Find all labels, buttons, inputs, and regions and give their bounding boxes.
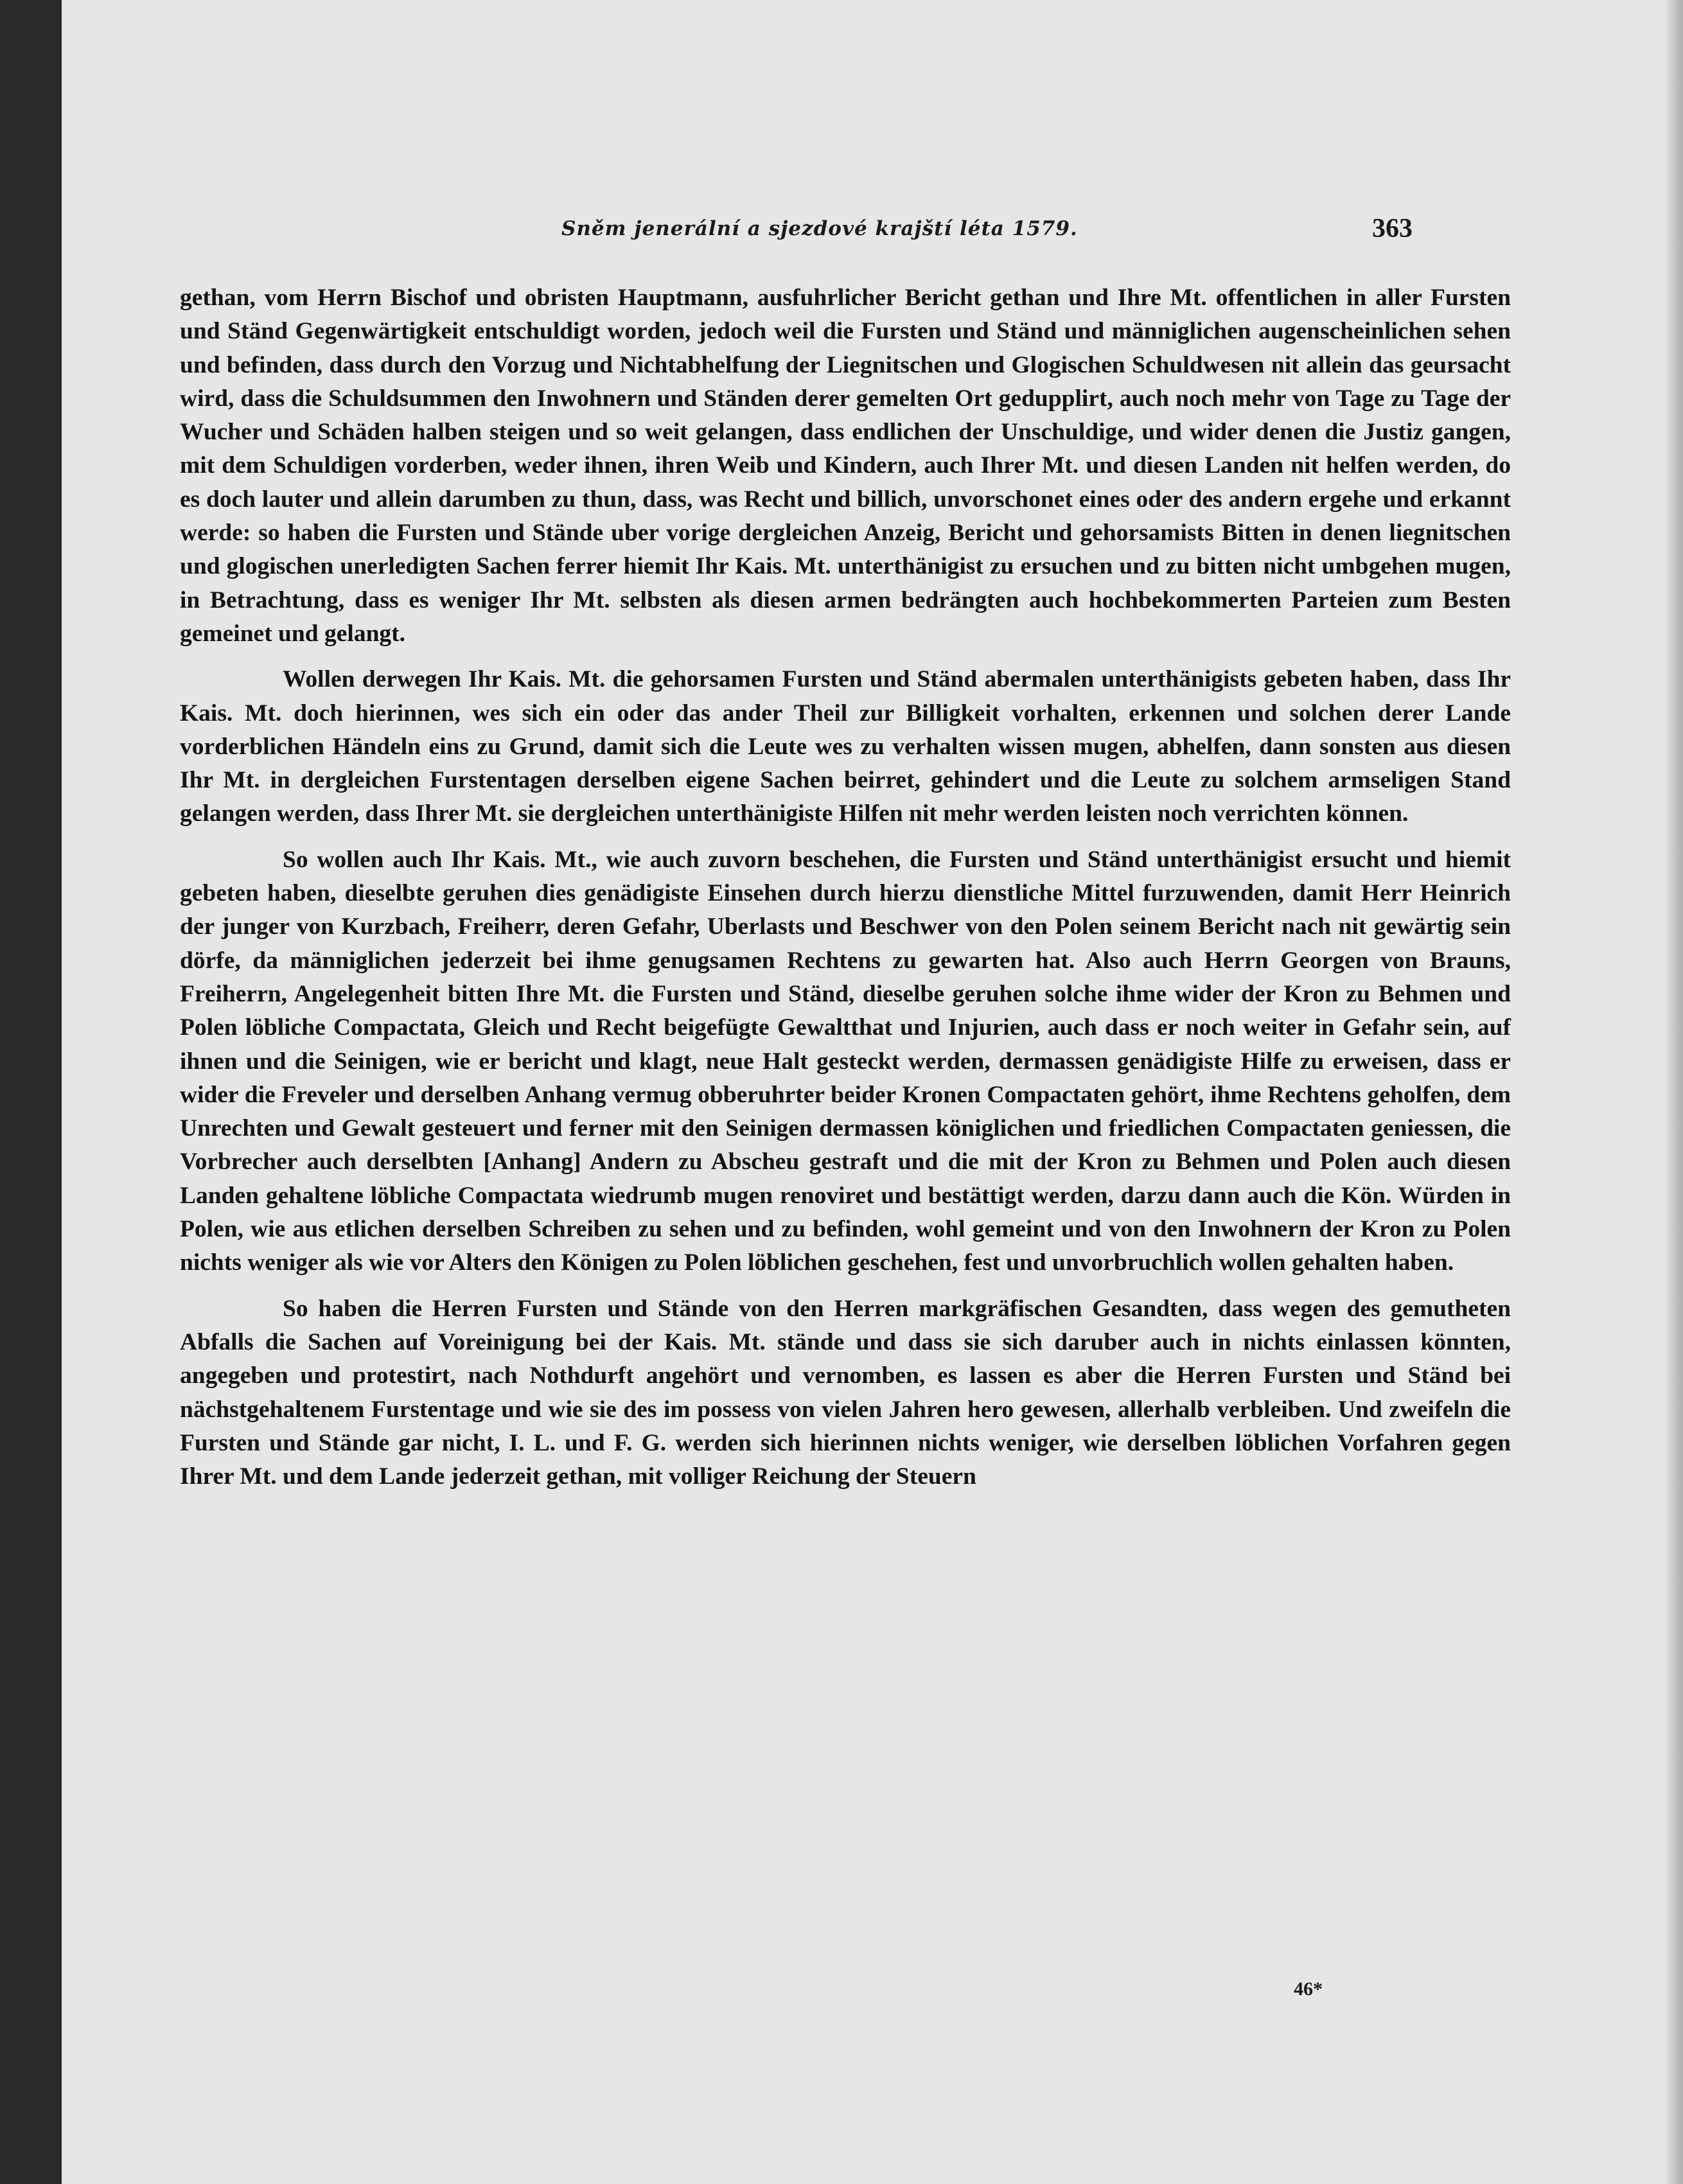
- signature-mark: 46*: [1294, 1978, 1323, 2000]
- paragraph: gethan, vom Herrn Bischof und obristen Hauptmann, ausfuhrlicher Bericht gethan und Ihre Mt. offentlichen in aller Fursten und Ständ Gegenwärtigkeit entschuldigt worden, jedoch weil die Fursten und Ständ und männiglichen augenscheinlichen sehen und befinden, dass durch den Vorzug und Nichtabhelfung der Liegnitschen und Glogischen Schuldwesen nit allein das geursacht wird, dass die Schuldsummen den Inwohnern und Ständen derer gemelten Ort gedupplirt, auch noch mehr von Tage zu Tage der Wucher und Schäden halben steigen und so weit gelangen, dass endlichen der Unschuldige, und wider denen die Justiz gangen, mit dem Schuldigen vorderben, weder ihnen, ihren Weib und Kindern, auch Ihrer Mt. und diesen Landen nit helfen werden, do es doch lauter und allein darumben zu thun, dass, was Recht und billich, unvorschonet eines oder des andern ergehe und erkannt werde: so haben die Fursten und Stände uber vorige dergleichen Anzeig, Bericht und gehorsamists Bitten in denen liegnitschen und glogischen unerledigten Sachen ferrer hiemit Ihr Kais. Mt. unterthänigist zu ersuchen und zu bitten nicht umbgehen mugen, in Betrachtung, dass es weniger Ihr Mt. selbsten als diesen armen bedrängten auch hochbekommerten Parteien zum Besten gemeinet und gelangt.: [180, 285, 1511, 647]
- paragraph: Wollen derwegen Ihr Kais. Mt. die gehorsamen Fursten und Ständ abermalen unterthänigists gebeten haben, dass Ihr Kais. Mt. doch hierinnen, wes sich ein oder das ander Theil zur Billigkeit vorhalten, erkennen und solchen derer Lande vorderblichen Händeln eins zu Grund, damit sich die Leute wes zu verhalten wissen mugen, abhelfen, dann sonsten aus diesen Ihr Mt. in dergleichen Furstentagen derselben eigene Sachen beirret, gehindert und die Leute zu solchem armseligen Stand gelangen werden, dass Ihrer Mt. sie dergleichen unterthänigiste Hilfen nit mehr werden leisten noch verrichten können.: [180, 666, 1511, 827]
- paragraph: So haben die Herren Fursten und Stände von den Herren markgräfischen Gesandten, dass wegen des gemutheten Abfalls die Sachen auf Voreinigung bei der Kais. Mt. stände und dass sie sich daruber auch in nichts einlassen könnten, angegeben und protestirt, nach Nothdurft angehört und vernomben, es lassen es aber die Herren Fursten und Ständ bei nächstgehaltenem Furstentage und wie sie des im possess von vielen Jahren hero gewesen, allerhalb verbleiben. Und zweifeln die Fursten und Stände gar nicht, I. L. und F. G. werden sich hierinnen nichts weniger, wie derselben löblichen Vorfahren gegen Ihrer Mt. und dem Lande jederzeit gethan, mit volliger Reichung der Steuern: [180, 1295, 1511, 1490]
- running-title: Sněm jenerální a sjezdové krajští léta 1579.: [561, 217, 1078, 240]
- paragraph: So wollen auch Ihr Kais. Mt., wie auch zuvorn beschehen, die Fursten und Ständ unterthänigist ersucht und hiemit gebeten haben, dieselbte geruhen dies genädigiste Einsehen durch hierzu dienstliche Mittel furzuwenden, damit Herr Heinrich der junger von Kurzbach, Freiherr, deren Gefahr, Uberlasts und Beschwer von den Polen seinem Bericht nach nit gewärtig sein dörfe, da männiglichen jederzeit bei ihme genugsamen Rechtens zu gewarten hat. Also auch Herrn Georgen von Brauns, Freiherrn, Angelegenheit bitten Ihre Mt. die Fursten und Ständ, dieselbe geruhen solche ihme wider der Kron zu Behmen und Polen löbliche Compactata, Gleich und Recht beigefügte Gewaltthat und Injurien, auch dass er noch weiter in Gefahr sein, auf ihnen und die Seinigen, wie er bericht und klagt, neue Halt gesteckt werden, dermassen genädigiste Hilfe zu erweisen, dass er wider die Freveler und derselben Anhang vermug obberuhrter beider Kronen Compactaten gehört, ihme Rechtens geholfen, dem Unrechten und Gewalt gesteuert und ferner mit den Seinigen dermassen königlichen und friedlichen Compactaten geniessen, die Vorbrecher auch derselbten [Anhang] Andern zu Abscheu gestraft und die mit der Kron zu Behmen und Polen auch diesen Landen gehaltene löbliche Compactata wiedrumb mugen renoviret und bestättigt werden, darzu dann auch die Kön. Würden in Polen, wie aus etlichen derselben Schreiben zu sehen und zu befinden, wohl gemeint und von den Inwohnern der Kron zu Polen nichts weniger als wie vor Alters den Königen zu Polen löblichen geschehen, fest und unvorbruchlich wollen gehalten haben.: [180, 846, 1511, 1276]
- page-number: 363: [1372, 214, 1413, 243]
- body-text: [180, 281, 1511, 1493]
- page-header: [62, 214, 1683, 256]
- document-page: [62, 0, 1683, 2184]
